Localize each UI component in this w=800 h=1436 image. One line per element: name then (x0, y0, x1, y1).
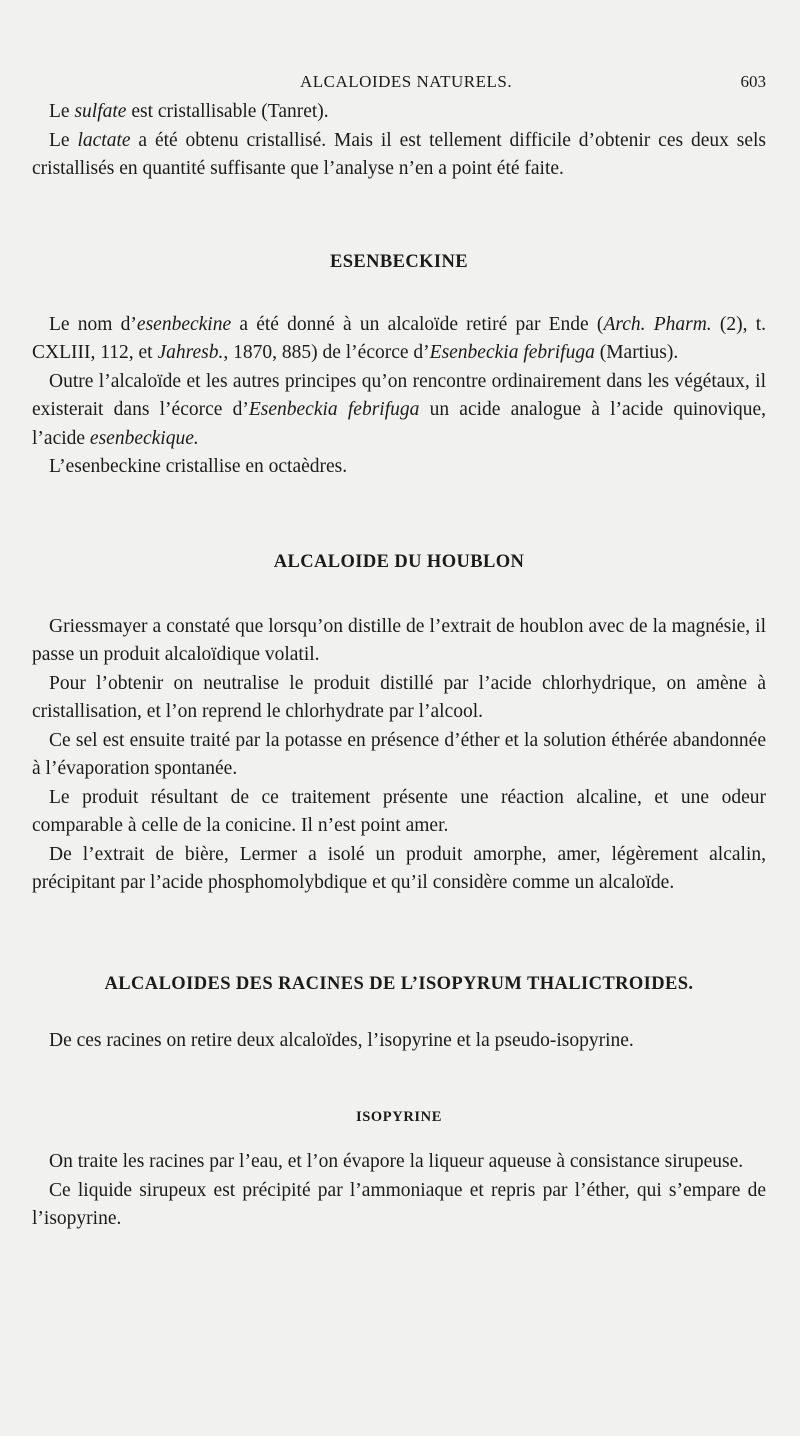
section-title-houblon: ALCALOIDE DU HOUBLON (273, 551, 525, 572)
paragraph-houblon-5: De l’extrait de bière, Lermer a isolé un produit amorphe, amer, légèrement alcalin, précipitant par l’acide phosphomolybdique et qu’il considère comme un alcaloïde. (32, 843, 766, 893)
running-head (32, 66, 766, 98)
running-title: ALCALOIDES NATURELS. (300, 72, 513, 91)
subsection-title-isopyrine: ISOPYRINE (356, 1109, 442, 1125)
paragraph-esenbeckine-crystals: L’esenbeckine cristallise en octaèdres. (49, 456, 348, 477)
paragraph-lactate: Le lactate a été obtenu cristallisé. Mais il est tellement difficile d’obtenir ces deux sels cristallisés en quantité suffisante que l’analyse n’en a point été faite. (32, 129, 766, 179)
section-title-esenbeckine: ESENBECKINE (329, 251, 469, 272)
page-number: 603 (740, 72, 766, 91)
paragraph-houblon-2: Pour l’obtenir on neutralise le produit distillé par l’acide chlorhydrique, on amène à cristallisation, et l’on reprend le chlorhydrate par l’alcool. (32, 672, 766, 722)
paragraph-isopyrum-intro: De ces racines on retire deux alcaloïdes, l’isopyrine et la pseudo-isopyrine. (49, 1029, 634, 1051)
paragraph-houblon-4: Le produit résultant de ce traitement présente une réaction alcaline, et une odeur comparable à celle de la conicine. Il n’est point amer. (32, 786, 766, 836)
paragraph-isopyrine-1: On traite les racines par l’eau, et l’on évapore la liqueur aqueuse à consistance sirupeuse. (49, 1151, 744, 1172)
paragraph-esenbeckine-origin: Le nom d’esenbeckine a été donné à un alcaloïde retiré par Ende (Arch. Pharm. (2), t. CXLIII, 112, et Jahresb., 1870, 885) de l’écorce d’Esenbeckia febrifuga (Martius). (32, 313, 767, 363)
section-title-isopyrum: ALCALOIDES DES RACINES DE L’ISOPYRUM THALICTROIDES. (104, 973, 694, 994)
paragraph-sulfate: Le sulfate est cristallisable (Tanret). (49, 101, 329, 122)
paragraph-isopyrine-2: Ce liquide sirupeux est précipité par l’ammoniaque et repris par l’éther, qui s’empare de l’isopyrine. (32, 1179, 766, 1229)
paragraph-houblon-1: Griessmayer a constaté que lorsqu’on distille de l’extrait de houblon avec de la magnésie, il passe un produit alcaloïdique volatil. (32, 615, 766, 665)
paragraph-houblon-3: Ce sel est ensuite traité par la potasse en présence d’éther et la solution éthérée abandonnée à l’évaporation spontanée. (32, 729, 766, 779)
paragraph-esenbeckine-acid: Outre l’alcaloïde et les autres principes qu’on rencontre ordinairement dans les végétaux, il existerait dans l’écorce d’Esenbeckia febrifuga un acide analogue à l’acide quinovique, l’acide esenbeckique. (32, 370, 766, 449)
